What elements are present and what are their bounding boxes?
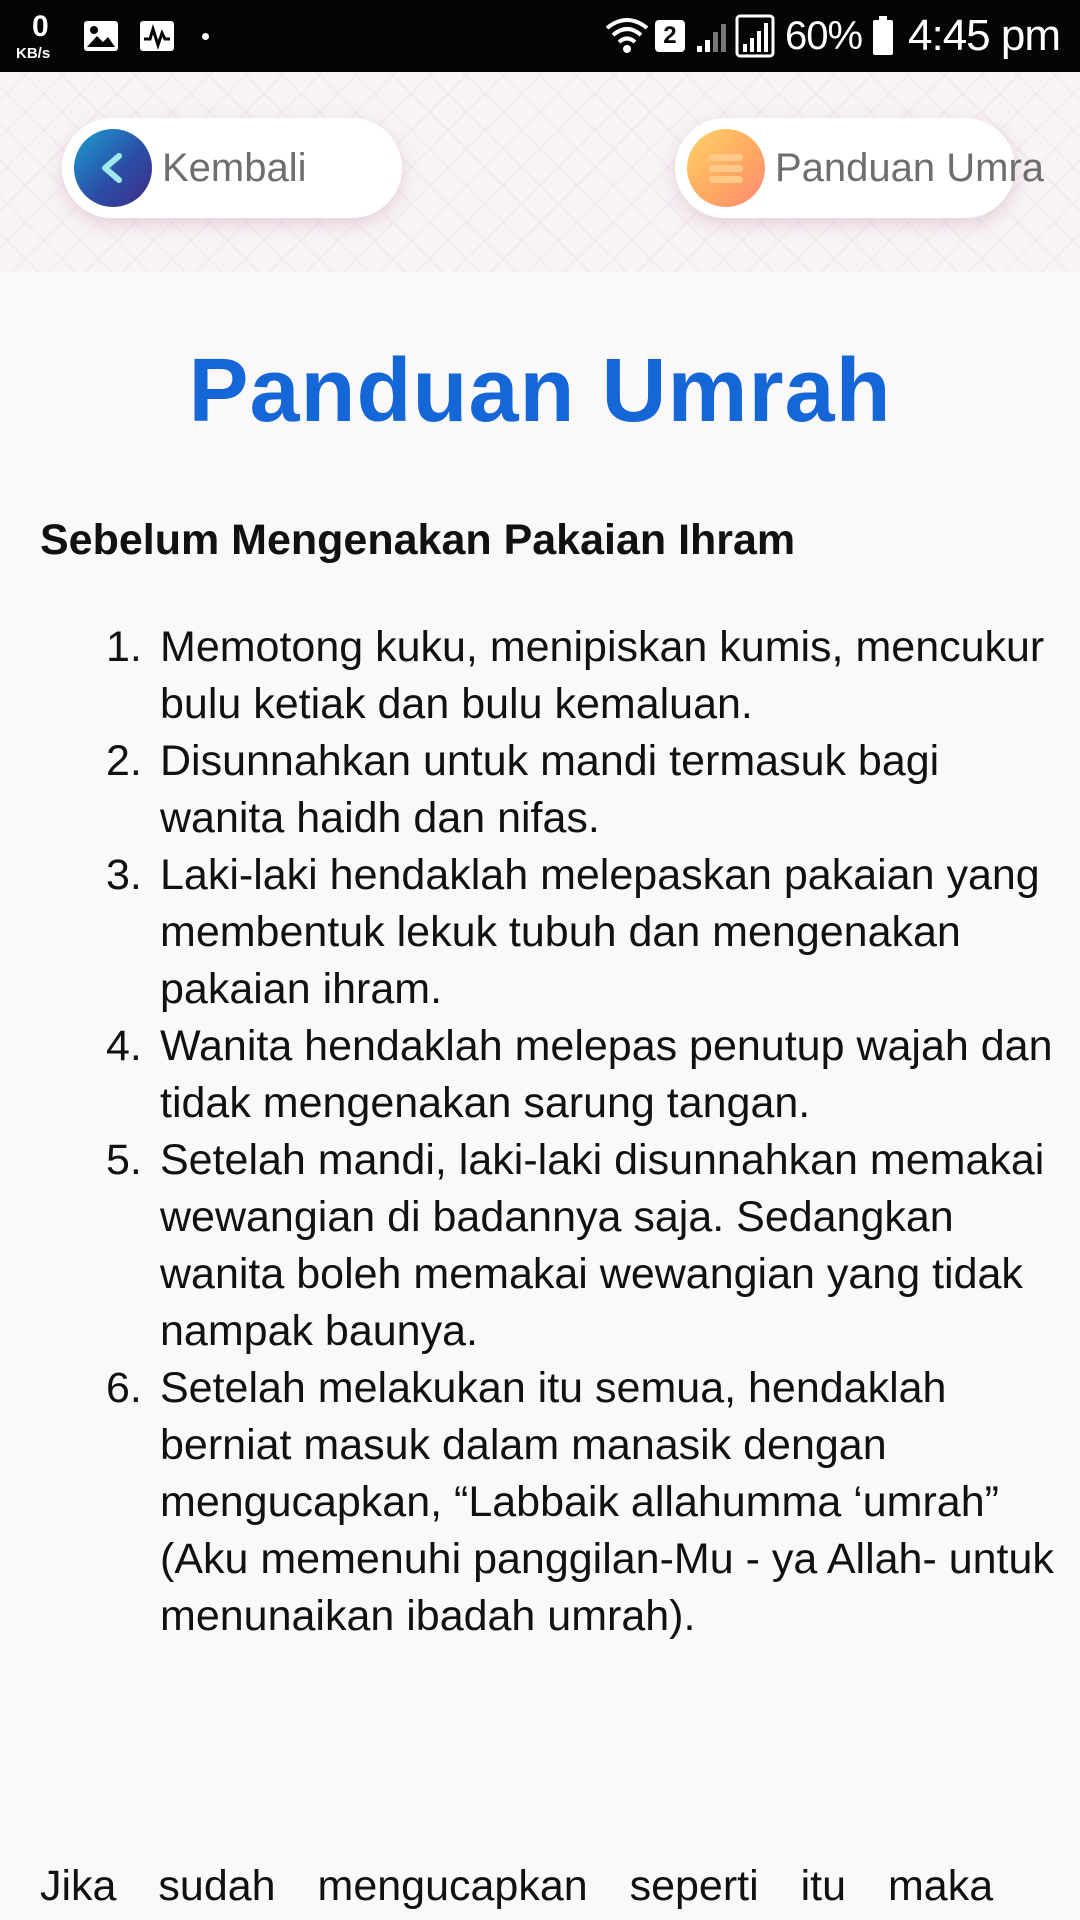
back-button-label: Kembali: [162, 145, 307, 190]
wifi-icon: [605, 16, 649, 56]
back-button[interactable]: [62, 118, 402, 218]
section-heading: Sebelum Mengenakan Pakaian Ihram: [40, 516, 796, 564]
list-item: 2. Disunnahkan untuk mandi termasuk bagi wanita haidh dan nifas.: [106, 737, 940, 842]
sim-badge: 2: [655, 20, 685, 52]
notification-dot-icon: [202, 33, 209, 40]
page-title: Panduan Umrah: [188, 341, 892, 441]
gallery-icon: [82, 19, 120, 53]
battery-icon: [872, 16, 894, 56]
clock: 4:45 pm: [908, 11, 1060, 60]
signal-weak-icon: [695, 18, 729, 54]
body-paragraph: Jika sudah mengucapkan seperti itu maka: [40, 1862, 994, 1910]
net-speed-value: 0: [32, 10, 49, 43]
guide-button-label: Panduan Umra: [775, 145, 1045, 190]
signal-icon: [735, 14, 775, 58]
status-bar: [0, 0, 1080, 72]
activity-icon: [138, 19, 176, 53]
back-arrow-icon: [74, 129, 152, 207]
guide-button[interactable]: [675, 118, 1045, 218]
battery-percent: 60%: [784, 13, 863, 58]
menu-icon: [687, 129, 765, 207]
list-item: 1. Memotong kuku, menipiskan kumis, mencukur bulu ketiak dan bulu kemaluan.: [106, 623, 1045, 728]
steps-list: [0, 619, 1080, 1645]
list-item: 4. Wanita hendaklah melepas penutup wajah dan tidak mengenakan sarung tangan.: [106, 1022, 1053, 1127]
net-speed-unit: KB/s: [16, 45, 51, 62]
list-item: 3. Laki-laki hendaklah melepaskan pakaian yang membentuk lekuk tubuh dan mengenakan pakaian ihram.: [106, 851, 1040, 1013]
list-item: 6. Setelah melakukan itu semua, hendaklah berniat masuk dalam manasik dengan mengucapkan, “Labbaik allahumma ‘umrah” (Aku memenuhi panggilan-Mu - ya Allah- untuk menunaikan ibadah umrah).: [106, 1364, 1054, 1640]
net-speed-indicator: [14, 6, 64, 66]
list-item: 5. Setelah mandi, laki-laki disunnahkan memakai wewangian di badannya saja. Sedangkan wanita boleh memakai wewangian yang tidak nampak baunya.: [106, 1136, 1045, 1355]
